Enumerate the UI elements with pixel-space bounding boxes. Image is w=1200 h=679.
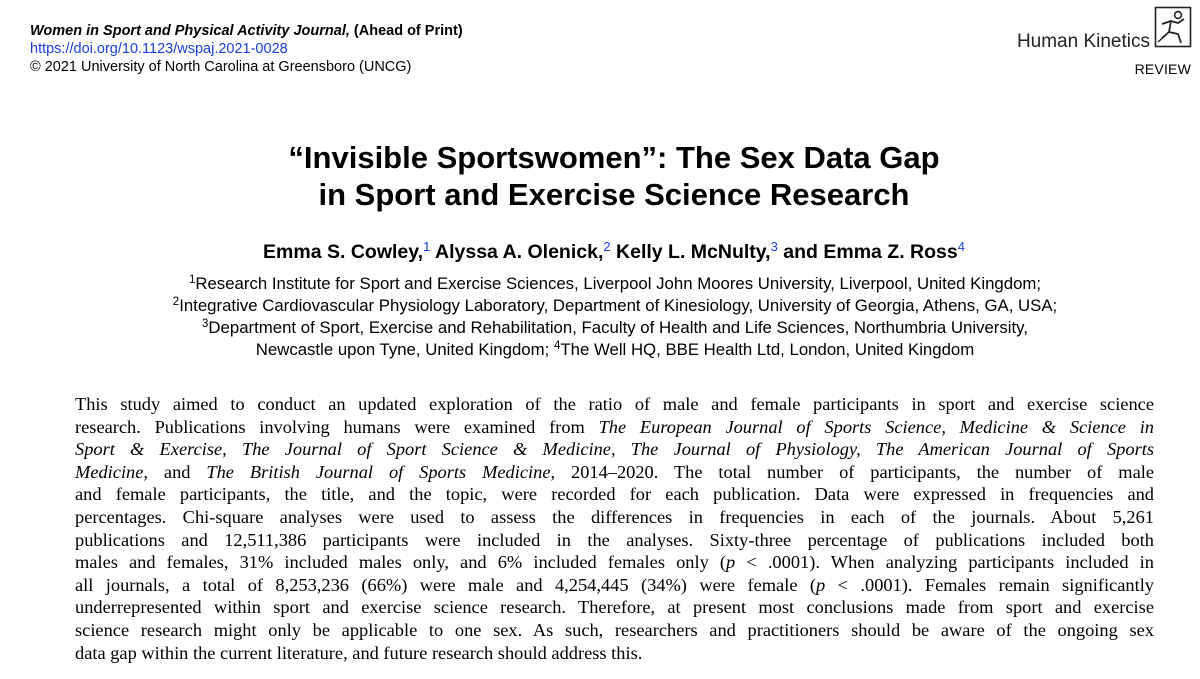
affiliation-text: Department of Sport, Exercise and Rehabilitation, Faculty of Health and Life Sciences, Northumbria University, xyxy=(208,318,1028,337)
journal-name: Women in Sport and Physical Activity Journal, xyxy=(30,23,350,39)
abstract-text: < .0001). When analyzing participants included in xyxy=(735,552,1154,573)
author-name: Kelly L. McNulty, xyxy=(616,241,771,263)
affiliation-3-4 xyxy=(0,339,1200,361)
abstract-text: males and females, 31% included males only, and 6% included females only ( xyxy=(75,552,727,573)
abstract-line: percentages. Chi-square analyses were used to assess the differences in frequencies in each of the journals. About 5,261 xyxy=(75,506,1154,527)
journal-title: The European Journal of Sports Science, Medicine & Science in xyxy=(598,416,1155,437)
author-name: Alyssa A. Olenick, xyxy=(435,241,604,263)
journal-status: (Ahead of Print) xyxy=(353,23,463,39)
affiliation-number: 3 xyxy=(202,318,209,330)
affiliation-ref[interactable]: 4 xyxy=(957,239,965,254)
abstract-line: This study aimed to conduct an updated exploration of the ratio of male and female participants in sport and exercise science xyxy=(75,394,1154,414)
abstract-line: underrepresented within sport and exercise science research. Therefore, at present most conclusions made from sport and exercise xyxy=(75,597,1154,618)
abstract-line: science research might only be applicable to one sex. As such, researchers and practitioners should be aware of the ongoing sex xyxy=(75,619,1154,640)
abstract-line: data gap within the current literature, and future research should address this. xyxy=(75,642,643,663)
journal-citation xyxy=(30,22,463,40)
affiliation-2 xyxy=(0,295,1200,317)
affiliation-ref[interactable]: 3 xyxy=(770,239,778,254)
affiliation-number: 2 xyxy=(172,296,180,308)
article-type: REVIEW xyxy=(1134,61,1191,77)
abstract-text: research. Publications involving humans were examined from xyxy=(75,416,599,437)
affiliation-text: Newcastle upon Tyne, United Kingdom; xyxy=(255,340,550,359)
affiliation-text: Integrative Cardiovascular Physiology Laboratory, Department of Kinesiology, University of Georgia, Athens, GA, USA; xyxy=(179,296,1058,315)
abstract-line: and female participants, the title, and the topic, were recorded for each publication. Data were expressed in frequencies and xyxy=(75,484,1154,505)
abstract-text: 2014–2020. The total number of participants, the number of male xyxy=(555,461,1155,482)
title-line-1: “Invisible Sportswomen”: The Sex Data Gap xyxy=(288,140,940,175)
human-kinetics-logo-icon xyxy=(1154,6,1192,48)
author-name: and Emma Z. Ross xyxy=(783,241,958,263)
affiliation-ref[interactable]: 2 xyxy=(603,239,611,254)
abstract-line xyxy=(75,461,1154,484)
abstract-text: and xyxy=(148,461,207,482)
journal-title: Medicine, xyxy=(75,461,149,482)
affiliation-ref[interactable]: 1 xyxy=(423,239,431,254)
title-line-2: in Sport and Exercise Science Research xyxy=(318,177,910,212)
journal-title: Sport & Exercise, The Journal of Sport Science & Medicine, The Journal of Physiology, The American Journal of Sports xyxy=(75,439,1154,460)
journal-title: The British Journal of Sports Medicine, xyxy=(206,461,556,482)
p-value-symbol: p xyxy=(816,574,826,595)
abstract-line xyxy=(75,416,1154,439)
publisher-name: Human Kinetics xyxy=(1016,31,1150,52)
affiliations xyxy=(0,273,1200,361)
affiliation-3 xyxy=(0,317,1200,339)
journal-header xyxy=(30,22,463,76)
abstract-text: all journals, a total of 8,253,236 (66%) were male and 4,254,445 (34%) were female ( xyxy=(75,574,817,595)
doi-link[interactable]: https://doi.org/10.1123/wspaj.2021-0028 xyxy=(30,41,288,57)
author-list xyxy=(0,240,1200,264)
affiliation-number: 4 xyxy=(553,340,561,352)
affiliation-text: The Well HQ, BBE Health Ltd, London, United Kingdom xyxy=(560,340,975,359)
abstract-line xyxy=(75,438,1154,461)
article-title xyxy=(0,139,1200,213)
abstract xyxy=(75,393,1154,664)
abstract-line: publications and 12,511,386 participants were included in the analyses. Sixty-three percentage of publications included both xyxy=(75,529,1154,550)
affiliation-number: 1 xyxy=(188,274,196,286)
affiliation-text: Research Institute for Sport and Exercise Sciences, Liverpool John Moores University, Liverpool, United Kingdom; xyxy=(195,274,1042,293)
affiliation-1 xyxy=(0,273,1200,295)
abstract-line xyxy=(75,574,1154,597)
abstract-text: < .0001). Females remain significantly xyxy=(825,574,1154,595)
copyright-notice: © 2021 University of North Carolina at Greensboro (UNCG) xyxy=(30,59,412,75)
abstract-line xyxy=(75,551,1154,574)
author-name: Emma S. Cowley, xyxy=(263,241,424,263)
p-value-symbol: p xyxy=(726,552,736,573)
